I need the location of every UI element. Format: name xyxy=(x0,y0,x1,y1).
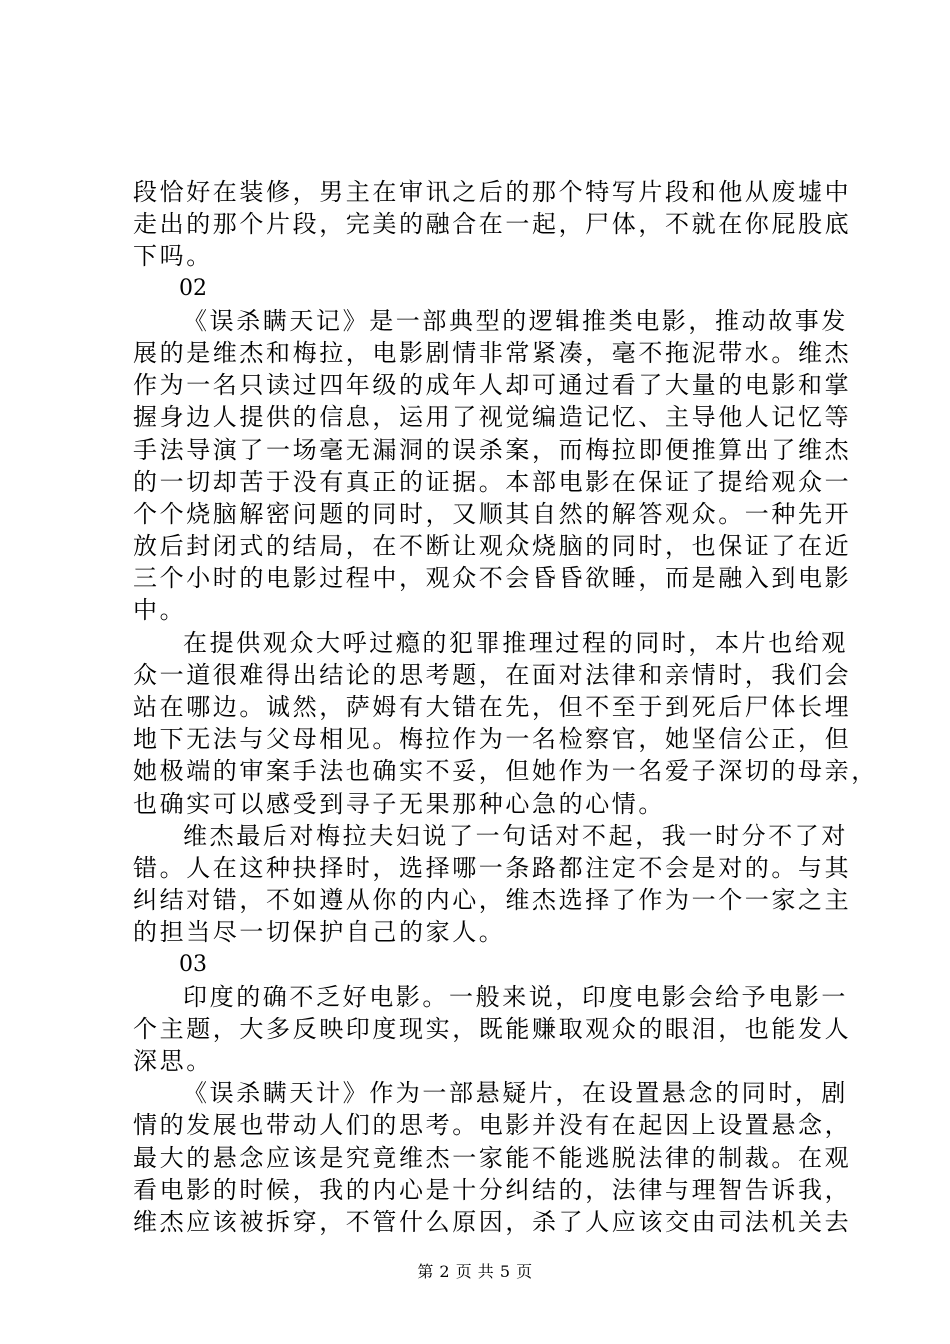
text-line: 握身边人提供的信息，运用了视觉编造记忆、主导他人记忆等 xyxy=(133,403,852,432)
text-line: 维杰最后对梅拉夫妇说了一句话对不起，我一时分不了对 xyxy=(183,821,848,850)
text-line: 走出的那个片段，完美的融合在一起，尸体，不就在你屁股底 xyxy=(133,210,852,239)
section-number: 02 xyxy=(179,275,207,301)
document-body xyxy=(133,176,878,1238)
text-line: 三个小时的电影过程中，观众不会昏昏欲睡，而是融入到电影 xyxy=(133,564,852,593)
text-line: 下吗。 xyxy=(133,242,213,271)
text-line: 站在哪边。诚然，萨姆有大错在先，但不至于到死后尸体长埋 xyxy=(133,693,852,721)
text-line: 中。 xyxy=(133,596,187,625)
text-line: 情的发展也带动人们的思考。电影并没有在起因上设置悬念， xyxy=(133,1111,852,1140)
text-line: 地下无法与父母相见。梅拉作为一名检察官，她坚信公正，但 xyxy=(133,725,852,754)
text-line: 《误杀瞒天计》作为一部悬疑片，在设置悬念的同时，剧 xyxy=(183,1079,848,1108)
text-line: 的担当尽一切保护自己的家人。 xyxy=(133,918,506,947)
text-line: 的一切却苦于没有真正的证据。本部电影在保证了提给观众一 xyxy=(133,467,852,496)
text-line: 段恰好在装修，男主在审讯之后的那个特写片段和他从废墟中 xyxy=(133,178,852,206)
text-line: 个主题，大多反映印度现实，既能赚取观众的眼泪，也能发人 xyxy=(133,1014,852,1043)
text-line: 最大的悬念应该是究竟维杰一家能不能逃脱法律的制裁。在观 xyxy=(133,1143,852,1172)
text-line: 也确实可以感受到寻子无果那种心急的心情。 xyxy=(133,789,665,818)
section-number: 03 xyxy=(179,951,207,977)
text-line: 放后封闭式的结局，在不断让观众烧脑的同时，也保证了在近 xyxy=(133,532,852,561)
page-footer: 第 2 页 共 5 页 xyxy=(417,1262,533,1281)
text-line: 众一道很难得出结论的思考题，在面对法律和亲情时，我们会 xyxy=(133,660,852,689)
text-line: 看电影的时候，我的内心是十分纠结的，法律与理智告诉我， xyxy=(133,1175,852,1204)
text-line: 在提供观众大呼过瘾的犯罪推理过程的同时，本片也给观 xyxy=(183,628,848,657)
text-line: 纠结对错，不如遵从你的内心，维杰选择了作为一个一家之主 xyxy=(133,886,852,915)
text-line: 她极端的审案手法也确实不妥，但她作为一名爱子深切的母亲， xyxy=(133,757,878,786)
text-line: 手法导演了一场毫无漏洞的误杀案，而梅拉即便推算出了维杰 xyxy=(133,435,852,464)
text-line: 个个烧脑解密问题的同时，又顺其自然的解答观众。一种先开 xyxy=(133,499,852,528)
text-line: 错。人在这种抉择时，选择哪一条路都注定不会是对的。与其 xyxy=(133,853,852,882)
text-line: 作为一名只读过四年级的成年人却可通过看了大量的电影和掌 xyxy=(133,371,852,400)
text-line: 维杰应该被拆穿，不管什么原因，杀了人应该交由司法机关去 xyxy=(133,1208,852,1236)
text-line: 展的是维杰和梅拉，电影剧情非常紧凑，毫不拖泥带水。维杰 xyxy=(133,338,852,367)
text-line: 印度的确不乏好电影。一般来说，印度电影会给予电影一 xyxy=(183,982,848,1011)
text-line: 深思。 xyxy=(133,1047,213,1076)
text-line: 《误杀瞒天记》是一部典型的逻辑推类电影，推动故事发 xyxy=(183,306,848,335)
